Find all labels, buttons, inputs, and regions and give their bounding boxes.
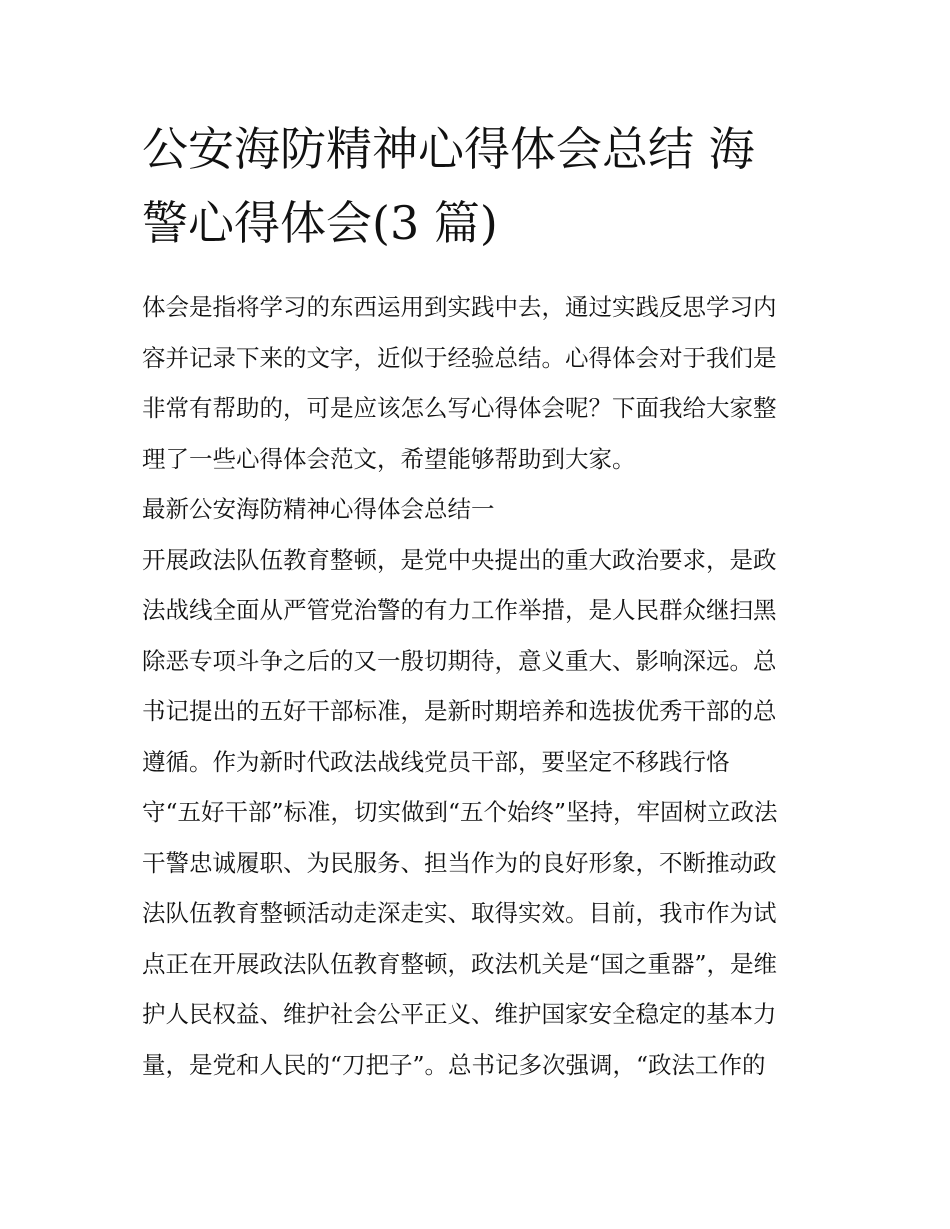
text-line: 书记提出的五好干部标准，是新时期培养和选拔优秀干部的总 [142, 697, 777, 725]
intro-paragraph [142, 282, 814, 484]
document-body [142, 282, 814, 1090]
text-line: 干警忠诚履职、为民服务、担当作为的良好形象，不断推动政 [142, 848, 777, 877]
text-line: 量，是党和人民的“刀把子”。总书记多次强调，“政法工作的 [142, 1050, 766, 1079]
text-line: 开展政法队伍教育整顿，是党中央提出的重大政治要求，是政 [142, 545, 777, 574]
text-line: 法战线全面从严管党治警的有力工作举措，是人民群众继扫黑 [142, 596, 777, 624]
text-line: 遵循。作为新时代政法战线党员干部，要坚定不移践行恪 [142, 747, 730, 776]
text-line: 非常有帮助的，可是应该怎么写心得体会呢？下面我给大家整 [142, 394, 777, 422]
text-line: 护人民权益、维护社会公平正义、维护国家安全稳定的基本力 [142, 1000, 777, 1028]
section-paragraph [142, 535, 814, 1091]
text-line: 守“五好干部”标准，切实做到“五个始终”坚持，牢固树立政法 [142, 798, 778, 826]
text-line: 点正在开展政法队伍教育整顿，政法机关是“国之重器”，是维 [142, 949, 778, 978]
document-page [142, 112, 814, 1090]
section-heading: 最新公安海防精神心得体会总结一 [142, 495, 495, 523]
text-line: 除恶专项斗争之后的又一殷切期待，意义重大、影响深远。总 [142, 646, 777, 675]
text-line: 法队伍教育整顿活动走深走实、取得实效。目前，我市作为试 [142, 899, 777, 927]
title-line: 警心得体会(3 篇) [142, 196, 498, 250]
text-line: 容并记录下来的文字，近似于经验总结。心得体会对于我们是 [142, 343, 777, 372]
document-title [142, 112, 814, 260]
text-line: 理了一些心得体会范文，希望能够帮助到大家。 [142, 444, 636, 473]
title-line: 公安海防精神心得体会总结 海 [142, 122, 755, 176]
text-line: 体会是指将学习的东西运用到实践中去，通过实践反思学习内 [142, 293, 777, 321]
